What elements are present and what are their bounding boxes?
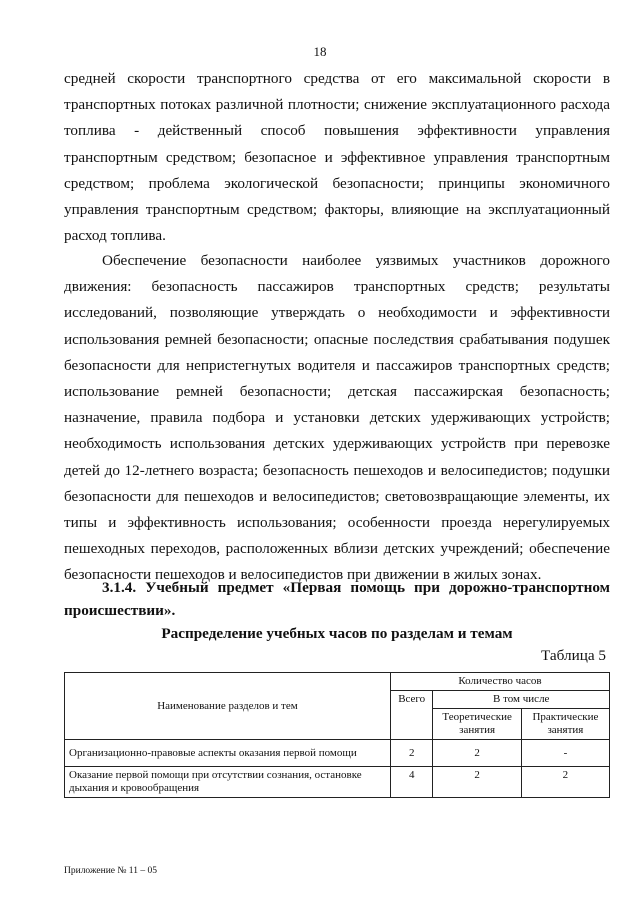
row-total: 4	[390, 767, 433, 798]
text-line: назначение, правила подбора и установки детских удерживающих устройств;	[64, 409, 610, 427]
header-theory: Теоретические занятия	[433, 709, 521, 740]
heading-line: происшествии».	[64, 602, 176, 619]
text-line: топлива - действенный способ повышения эффективности управления	[64, 122, 610, 140]
header-hours: Количество часов	[390, 673, 609, 691]
table-row	[65, 767, 610, 798]
text-line: транспортным средством; безопасное и эффективное управления транспортным	[64, 148, 610, 166]
table-row	[65, 740, 610, 767]
header-total: Всего	[390, 691, 433, 740]
text-line: необходимость использования детских удерживающих устройств при перевозке	[64, 435, 610, 453]
text-line: расход топлива.	[64, 227, 166, 245]
row-theory: 2	[433, 740, 521, 767]
text-line: безопасности для непристегнутых водителя и пассажиров транспортных средств;	[64, 356, 610, 374]
distribution-heading: Распределение учебных часов по разделам и темам	[161, 625, 513, 642]
header-name: Наименование разделов и тем	[65, 673, 391, 740]
heading-line: 3.1.4. Учебный предмет «Первая помощь при дорожно-транспортном	[102, 579, 610, 596]
row-practice: -	[521, 740, 609, 767]
text-line: использования ремней безопасности; опасные последствия срабатывания подушек	[64, 330, 610, 348]
header-including: В том числе	[433, 691, 610, 709]
text-line: безопасности для пешеходов и велосипедистов; световозвращающие элементы, их	[64, 487, 610, 505]
row-total: 2	[390, 740, 433, 767]
text-line: исследований, позволяющие утверждать о необходимости и эффективности	[64, 304, 610, 322]
text-line: средством; проблема экологической безопасности; принципы экономичного	[64, 174, 610, 192]
section-heading	[64, 576, 610, 622]
table-caption: Таблица 5	[541, 647, 606, 664]
hours-table	[64, 672, 610, 798]
text-line: транспортных потоках различной плотности; снижение эксплуатационного расхода	[64, 96, 610, 114]
footer-appendix: Приложение № 11 – 05	[64, 866, 157, 876]
text-line: движения: безопасность пассажиров транспортных средств; результаты	[64, 278, 610, 296]
text-line: типы и эффективность использования; особенности проезда нерегулируемых	[64, 513, 610, 531]
text-line: средней скорости транспортного средства от его максимальной скорости в	[64, 70, 610, 87]
text-line: детей до 12-летнего возраста; безопасность пешеходов и велосипедистов; подушки	[64, 461, 610, 479]
text-line: пешеходных переходов, расположенных вблизи детских учреждений; обеспечение	[64, 540, 610, 558]
paragraph-vulnerable-road-users	[64, 248, 610, 588]
row-name: Оказание первой помощи при отсутствии сознания, остановке дыхания и кровообращения	[65, 767, 391, 798]
header-practice: Практические занятия	[521, 709, 609, 740]
text-line: использование ремней безопасности; детская пассажирская безопасность;	[64, 382, 610, 400]
text-line: Обеспечение безопасности наиболее уязвимых участников дорожного	[102, 252, 610, 269]
row-theory: 2	[433, 767, 521, 798]
text-line: безопасности пешеходов и велосипедистов при движении в жилых зонах.	[64, 566, 542, 584]
row-practice: 2	[521, 767, 609, 798]
page-number: 18	[313, 44, 327, 59]
text-line: управления транспортным средством; факторы, влияющие на эксплуатационный	[64, 200, 610, 218]
paragraph-fuel-economy	[64, 66, 610, 249]
row-name: Организационно-правовые аспекты оказания первой помощи	[65, 740, 391, 767]
